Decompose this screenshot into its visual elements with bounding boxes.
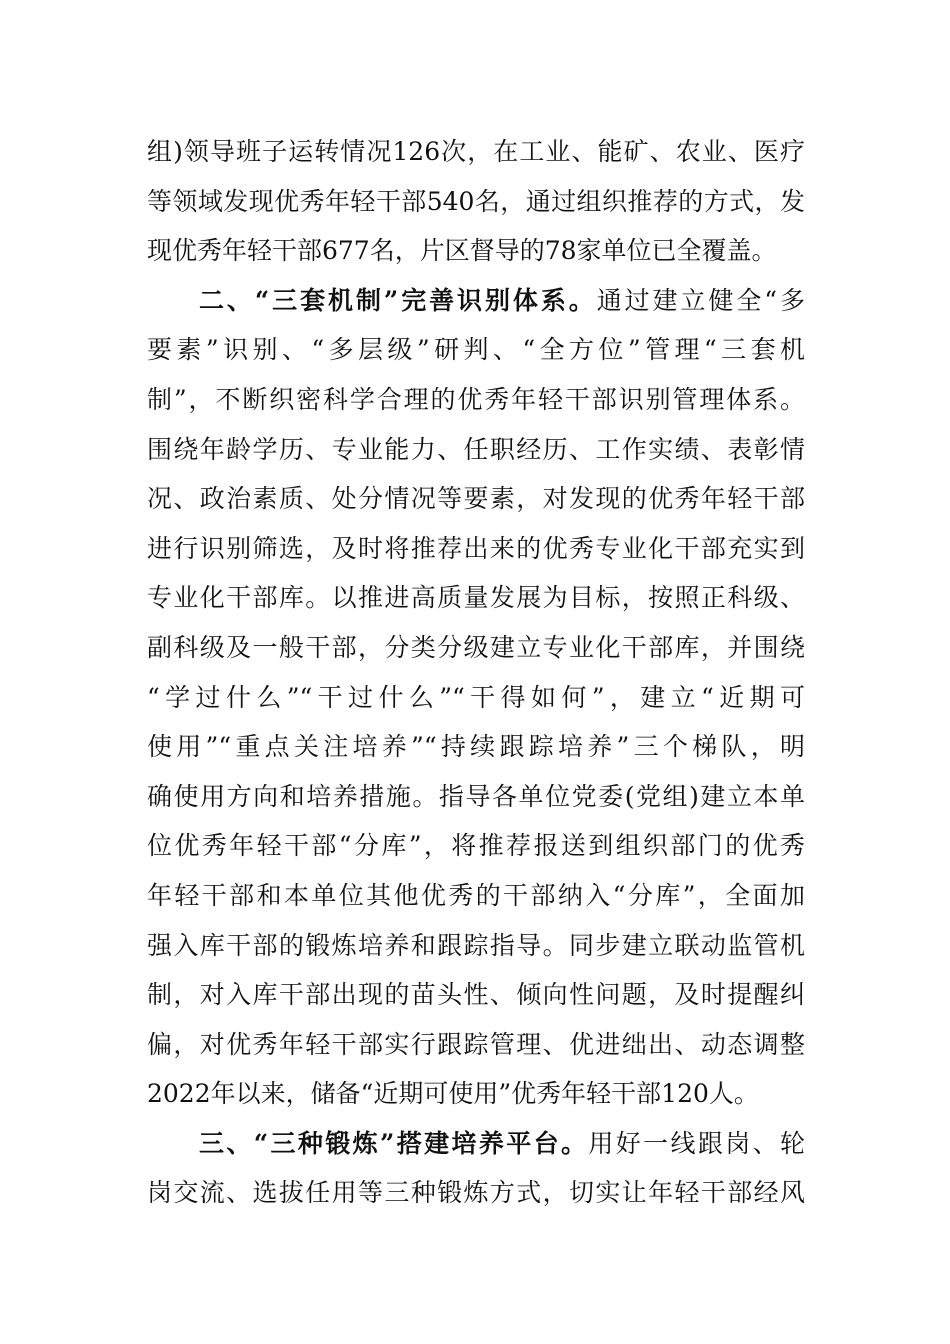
text-line — [147, 673, 805, 723]
section-heading-line — [147, 276, 805, 326]
line-text: 专业化干部库。以推进高质量发展为目标，按照正科级、 — [147, 583, 805, 613]
text-line — [147, 921, 805, 971]
text-line — [147, 177, 805, 227]
line-text: 况、政治素质、处分情况等要素，对发现的优秀年轻干部 — [147, 484, 805, 514]
line-text: 强入库干部的锻炼培养和跟踪指导。同步建立联动监管机 — [147, 930, 805, 960]
text-line — [147, 573, 805, 623]
text-line — [147, 1168, 805, 1218]
line-text: 位优秀年轻干部“分库”，将推荐报送到组织部门的优秀 — [147, 831, 805, 861]
line-text: 等领域发现优秀年轻干部540名，通过组织推荐的方式，发 — [147, 186, 805, 216]
text-line — [147, 474, 805, 524]
text-line — [147, 970, 805, 1020]
text-line — [147, 1069, 805, 1119]
text-line — [147, 524, 805, 574]
text-line — [147, 772, 805, 822]
text-line — [147, 871, 805, 921]
text-line — [147, 821, 805, 871]
line-text: “学过什么”“干过什么”“干得如何”，建立“近期可 — [147, 682, 805, 712]
line-text: 现优秀年轻干部677名，片区督导的78家单位已全覆盖。 — [147, 236, 777, 266]
section-heading: 二、“三套机制”完善识别体系。 — [199, 285, 597, 315]
text-line — [147, 375, 805, 425]
line-text: 岗交流、选拔任用等三种锻炼方式，切实让年轻干部经风 — [147, 1178, 805, 1208]
line-text: 副科级及一般干部，分类分级建立专业化干部库，并围绕 — [147, 632, 805, 662]
line-text: 制，对入库干部出现的苗头性、倾向性问题，及时提醒纠 — [147, 980, 805, 1010]
line-text: 要素”识别、“多层级”研判、“全方位”管理“三套机 — [147, 335, 805, 365]
line-text: 使用”“重点关注培养”“持续跟踪培养”三个梯队，明 — [147, 732, 805, 762]
section-heading: 三、“三种锻炼”搭建培养平台。 — [199, 1128, 589, 1158]
line-text: 进行识别筛选，及时将推荐出来的优秀专业化干部充实到 — [147, 533, 805, 563]
line-text: 年轻干部和本单位其他优秀的干部纳入“分库”，全面加 — [147, 880, 805, 910]
line-text: 围绕年龄学历、专业能力、任职经历、工作实绩、表彰情 — [147, 434, 805, 464]
text-line — [147, 425, 805, 475]
document-body — [147, 127, 805, 1218]
line-text: 通过建立健全“多 — [596, 285, 805, 315]
line-text: 用好一线跟岗、轮 — [588, 1128, 805, 1158]
line-text: 组)领导班子运转情况126次，在工业、能矿、农业、医疗 — [147, 137, 805, 166]
text-line — [147, 226, 805, 276]
line-text: 制”，不断织密科学合理的优秀年轻干部识别管理体系。 — [147, 384, 805, 414]
line-text: 偏，对优秀年轻干部实行跟踪管理、优进绌出、动态调整 — [147, 1029, 805, 1059]
line-text: 确使用方向和培养措施。指导各单位党委(党组)建立本单 — [147, 781, 805, 811]
text-line — [147, 722, 805, 772]
line-text: 2022年以来，储备“近期可使用”优秀年轻干部120人。 — [147, 1079, 759, 1109]
text-line — [147, 127, 805, 177]
section-heading-line — [147, 1119, 805, 1169]
text-line — [147, 325, 805, 375]
text-line — [147, 1020, 805, 1070]
text-line — [147, 623, 805, 673]
